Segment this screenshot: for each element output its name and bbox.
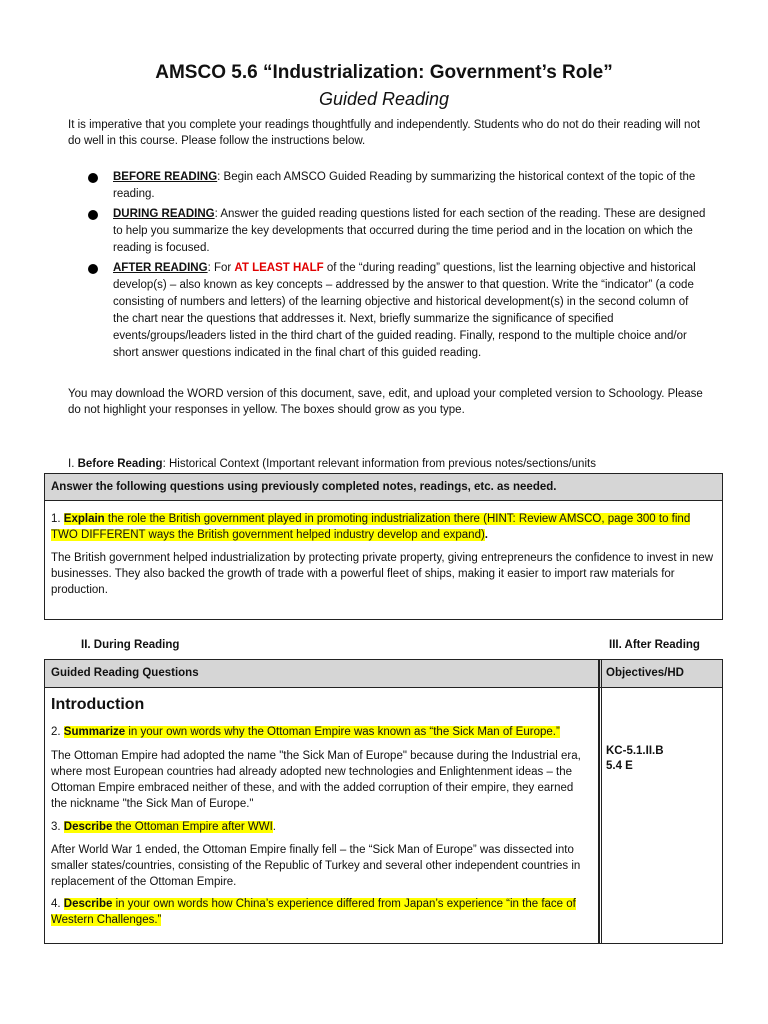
- instruction-before-reading: [88, 169, 706, 203]
- table-header-row: [45, 660, 722, 688]
- before-reading-box: [44, 473, 723, 620]
- answer-2[interactable]: The Ottoman Empire had adopted the name "the Sick Man of Europe" because during the Industrial era, where most European countries had already adopted new technologies and Enlightenment ideas – the Ottoman Empire embraced neither of these, and with the added corruption of their empire, they earned the nickname "the Sick Man of Europe.": [51, 750, 581, 810]
- during-reading-label: II. During Reading: [81, 639, 180, 651]
- instruction-during-reading: [88, 206, 706, 257]
- instruction-label: DURING READING: [113, 208, 215, 220]
- question-1: 1. Explain the role the British government played in promoting industrialization there (HINT: Review AMSCO, page 300 to find TWO DIFFERENT ways the British government helped industry develop and expand).: [51, 513, 691, 541]
- bullet-icon: [88, 210, 98, 220]
- instruction-after-reading: [88, 260, 706, 362]
- col-header-questions: Guided Reading Questions: [51, 667, 199, 679]
- page-subtitle: Guided Reading: [318, 89, 450, 109]
- question-4: 4. Describe in your own words how China’s experience differed from Japan’s experience “in the face of Western Challenges.”: [51, 898, 576, 926]
- bullet-icon: [88, 173, 98, 183]
- instruction-label: BEFORE READING: [113, 171, 218, 183]
- objectives-cell[interactable]: [606, 744, 664, 774]
- column-divider: [598, 660, 600, 943]
- before-reading-label: Before Reading: [77, 458, 163, 470]
- instruction-pre: : For: [207, 262, 235, 274]
- instruction-text: : Begin each AMSCO Guided Reading by summarizing the historical context of the topic of the reading.: [113, 171, 696, 200]
- before-reading-box-header: Answer the following questions using previously completed notes, readings, etc. as needed.: [45, 474, 722, 501]
- col-header-objectives: Objectives/HD: [606, 667, 684, 679]
- answer-3[interactable]: After World War 1 ended, the Ottoman Empire finally fell – the “Sick Man of Europe” was dissected into smaller states/countries, consisting of the Republic of Turkey and several other independent countries in replacement of the Ottoman Empire.: [51, 844, 581, 888]
- question-3: 3. Describe the Ottoman Empire after WWI.: [51, 821, 276, 833]
- before-reading-heading: I. Before Reading: Historical Context (Important relevant information from previous notes/sections/units: [68, 458, 596, 470]
- instruction-text: of the “during reading” questions, list the learning objective and historical develop(s) – also known as key concepts – addressed by the answer to that question. Write the “indicator” (a code consisting of numbers and letters) of the learning objective and historical development(s) in the second column of the chart near the questions that addresses it. Next, briefly summarize the significance of specified events/groups/leaders listed in the third chart of the guided reading. Finally, respond to the multiple choice and/or short answer questions indicated in the final chart of this guided reading.: [113, 262, 696, 359]
- instruction-label: AFTER READING: [113, 262, 208, 274]
- instruction-text: : Answer the guided reading questions listed for each section of the reading. These are designed to help you summarize the key developments that occurred during the time period and in the location on which the reading is focused.: [113, 208, 706, 254]
- objective-code: KC-5.1.II.B: [606, 745, 664, 757]
- instruction-emphasis: AT LEAST HALF: [234, 262, 324, 274]
- download-paragraph: You may download the WORD version of this document, save, edit, and upload your completed version to Schoology. Please do not highlight your responses in yellow. The boxes should grow as you type.: [68, 388, 703, 416]
- page-title: AMSCO 5.6 “Industrialization: Government’s Role”: [155, 62, 613, 83]
- objective-code: 5.4 E: [606, 760, 633, 772]
- section-title-introduction: Introduction: [51, 696, 145, 713]
- column-divider: [601, 660, 602, 943]
- after-reading-label: III. After Reading: [609, 639, 700, 651]
- instruction-list: [88, 169, 706, 365]
- intro-paragraph: It is imperative that you complete your readings thoughtfully and independently. Students who do not do their reading will not do well in this course. Please follow the instructions below.: [68, 119, 701, 147]
- question-2: 2. Summarize in your own words why the Ottoman Empire was known as “the Sick Man of Europe.”: [51, 726, 560, 738]
- answer-1[interactable]: The British government helped industrialization by protecting private property, giving entrepreneurs the confidence to invest in new businesses. They also backed the growth of trade with a powerful fleet of ships, making it easier to import raw materials for production.: [51, 552, 714, 596]
- bullet-icon: [88, 264, 98, 274]
- guided-reading-table: [44, 659, 723, 944]
